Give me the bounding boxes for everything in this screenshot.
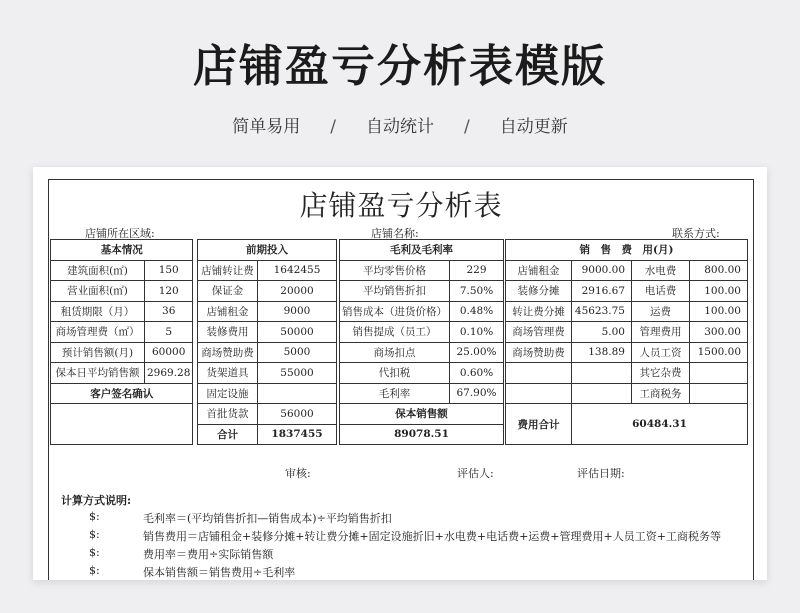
table-row	[198, 260, 337, 281]
table-row	[198, 322, 337, 343]
investment-total-value: 1837455	[258, 424, 337, 445]
table-row	[51, 322, 193, 343]
cell-value[interactable]: 0.10%	[450, 322, 504, 343]
tag-auto-stats: 自动统计	[366, 117, 434, 137]
cell-value[interactable]: 800.00	[690, 260, 748, 281]
cell-label: 运费	[632, 301, 690, 322]
table-row	[51, 281, 193, 302]
table-row	[340, 322, 504, 343]
cell-value[interactable]: 20000	[258, 281, 337, 302]
cell-label: 商场赞助费	[506, 342, 572, 363]
table-row	[198, 363, 337, 384]
table-row	[506, 342, 748, 363]
cell-value[interactable]: 7.50%	[450, 281, 504, 302]
table-row	[506, 260, 748, 281]
gross-margin-header: 毛利及毛利率	[340, 240, 504, 261]
cell-label: 固定设施	[198, 383, 258, 404]
table-row	[506, 363, 748, 384]
evaluation-date-label: 评估日期:	[577, 467, 625, 480]
store-area-label: 店铺所在区域:	[85, 227, 155, 240]
cell-value[interactable]: 229	[450, 260, 504, 281]
sales-expense-header: 销 售 费 用(月)	[506, 240, 748, 261]
cell-label: 代扣税	[340, 363, 450, 384]
cell-label: 人员工资	[632, 342, 690, 363]
contact-label: 联系方式:	[672, 227, 720, 240]
cell-value[interactable]: 56000	[258, 404, 337, 425]
sheet-title: 店铺盈亏分析表	[299, 189, 503, 222]
tag-easy: 简单易用	[232, 117, 301, 137]
initial-investment-table	[197, 239, 337, 445]
cell-label: 商场赞助费	[198, 342, 258, 363]
formula-text: 销售费用＝店铺租金+装修分摊+转让费分摊+固定设施折旧+水电费+电话费+运费+管理费用+人员工资+工商税务等	[143, 530, 721, 543]
cell-label: 租赁期限（月）	[51, 301, 145, 322]
cell-value[interactable]: 0.60%	[450, 363, 504, 384]
cell-label: 平均零售价格	[340, 260, 450, 281]
cell-label	[506, 383, 572, 404]
spreadsheet	[48, 179, 754, 580]
table-row	[198, 281, 337, 302]
breakeven-sales-value: 89078.51	[340, 424, 504, 445]
cell-label: 店铺租金	[506, 260, 572, 281]
cell-value[interactable]: 5	[145, 322, 193, 343]
cell-label: 毛利率	[340, 383, 450, 404]
formula-placeholder: $:	[89, 528, 100, 541]
cell-label: 水电费	[632, 260, 690, 281]
cell-label: 装修分摊	[506, 281, 572, 302]
basic-info-table	[50, 239, 193, 445]
cell-value[interactable]	[690, 383, 748, 404]
calc-method-title: 计算方式说明:	[61, 494, 132, 507]
formula-text: 毛利率＝(平均销售折扣—销售成本)÷平均销售折扣	[143, 512, 392, 525]
cell-value[interactable]: 25.00%	[450, 342, 504, 363]
table-row	[340, 301, 504, 322]
cell-value[interactable]	[690, 363, 748, 384]
tag-separator: /	[330, 117, 336, 137]
cell-label: 销售成本（进货价格）	[340, 301, 450, 322]
basic-info-header: 基本情况	[51, 240, 193, 261]
cell-label: 商场扣点	[340, 342, 450, 363]
table-row	[51, 301, 193, 322]
table-row	[51, 342, 193, 363]
table-row	[506, 322, 748, 343]
cell-value[interactable]: 50000	[258, 322, 337, 343]
cell-value[interactable]	[572, 383, 632, 404]
cell-label: 店铺转让费	[198, 260, 258, 281]
gross-margin-table	[339, 239, 504, 445]
table-row	[506, 383, 748, 404]
cell-label: 货架道具	[198, 363, 258, 384]
formula-placeholder: $:	[89, 510, 100, 523]
table-row	[51, 260, 193, 281]
cell-value[interactable]: 100.00	[690, 281, 748, 302]
store-name-label: 店铺名称:	[371, 227, 419, 240]
cell-label: 保本日平均销售额	[51, 363, 145, 384]
evaluator-label: 评估人:	[457, 467, 494, 480]
table-row	[340, 342, 504, 363]
table-row	[198, 404, 337, 425]
cell-value[interactable]	[258, 383, 337, 404]
cell-value[interactable]: 5.00	[572, 322, 632, 343]
auditor-label: 审核:	[285, 467, 311, 480]
tag-separator: /	[464, 117, 470, 137]
cell-value[interactable]: 100.00	[690, 301, 748, 322]
cell-label: 商场管理费（㎡）	[51, 322, 145, 343]
cell-value[interactable]: 5000	[258, 342, 337, 363]
cell-label: 转让费分摊	[506, 301, 572, 322]
cell-value[interactable]: 300.00	[690, 322, 748, 343]
table-row	[506, 281, 748, 302]
cell-label: 管理费用	[632, 322, 690, 343]
customer-sign-cell[interactable]	[51, 404, 193, 445]
cell-value[interactable]: 138.89	[572, 342, 632, 363]
cell-label: 平均销售折扣	[340, 281, 450, 302]
customer-sign-label: 客户签名确认	[51, 383, 193, 404]
formula-placeholder: $:	[89, 564, 100, 577]
cell-label: 预计销售额(月)	[51, 342, 145, 363]
cell-value[interactable]: 2969.28	[145, 363, 193, 384]
cell-value[interactable]: 9000.00	[572, 260, 632, 281]
cell-value[interactable]: 2916.67	[572, 281, 632, 302]
cell-value[interactable]: 36	[145, 301, 193, 322]
cell-label: 店铺租金	[198, 301, 258, 322]
sales-expense-table	[505, 239, 748, 445]
cell-value[interactable]: 45623.75	[572, 301, 632, 322]
cell-label: 装修费用	[198, 322, 258, 343]
cell-label: 商场管理费	[506, 322, 572, 343]
expense-total-label: 费用合计	[506, 404, 572, 445]
cell-label: 营业面积(㎡)	[51, 281, 145, 302]
cell-label: 工商税务	[632, 383, 690, 404]
cell-value[interactable]: 150	[145, 260, 193, 281]
table-row	[340, 281, 504, 302]
tag-auto-update: 自动更新	[499, 117, 568, 137]
table-row	[198, 301, 337, 322]
expense-total-value: 60484.31	[572, 404, 748, 445]
total-row	[506, 404, 748, 445]
formula-text: 费用率＝费用÷实际销售额	[143, 548, 274, 561]
table-row	[340, 383, 504, 404]
cell-label: 保证金	[198, 281, 258, 302]
cell-label: 电话费	[632, 281, 690, 302]
cell-label: 销售提成（员工）	[340, 322, 450, 343]
page-title: 店铺盈亏分析表模版	[193, 41, 607, 92]
total-row	[198, 424, 337, 445]
cell-value[interactable]: 60000	[145, 342, 193, 363]
cell-label: 首批货款	[198, 404, 258, 425]
cell-value[interactable]: 1500.00	[690, 342, 748, 363]
feature-tags	[0, 112, 800, 137]
table-row	[198, 342, 337, 363]
table-row	[198, 383, 337, 404]
cell-label: 建筑面积(㎡)	[51, 260, 145, 281]
cell-value[interactable]: 67.90%	[450, 383, 504, 404]
table-row	[340, 260, 504, 281]
cell-value[interactable]: 0.48%	[450, 301, 504, 322]
investment-header: 前期投入	[198, 240, 337, 261]
table-row	[51, 363, 193, 384]
table-row	[340, 363, 504, 384]
cell-label	[506, 363, 572, 384]
formula-text: 保本销售额＝销售费用÷毛利率	[143, 566, 296, 579]
cell-value[interactable]: 120	[145, 281, 193, 302]
breakeven-sales-label: 保本销售额	[340, 404, 504, 425]
formula-placeholder: $:	[89, 546, 100, 559]
cell-label: 其它杂费	[632, 363, 690, 384]
cell-value[interactable]	[572, 363, 632, 384]
spreadsheet-card	[33, 167, 767, 580]
investment-total-label: 合计	[198, 424, 258, 445]
table-row	[506, 301, 748, 322]
cell-value[interactable]: 1642455	[258, 260, 337, 281]
cell-value[interactable]: 55000	[258, 363, 337, 384]
cell-value[interactable]: 9000	[258, 301, 337, 322]
